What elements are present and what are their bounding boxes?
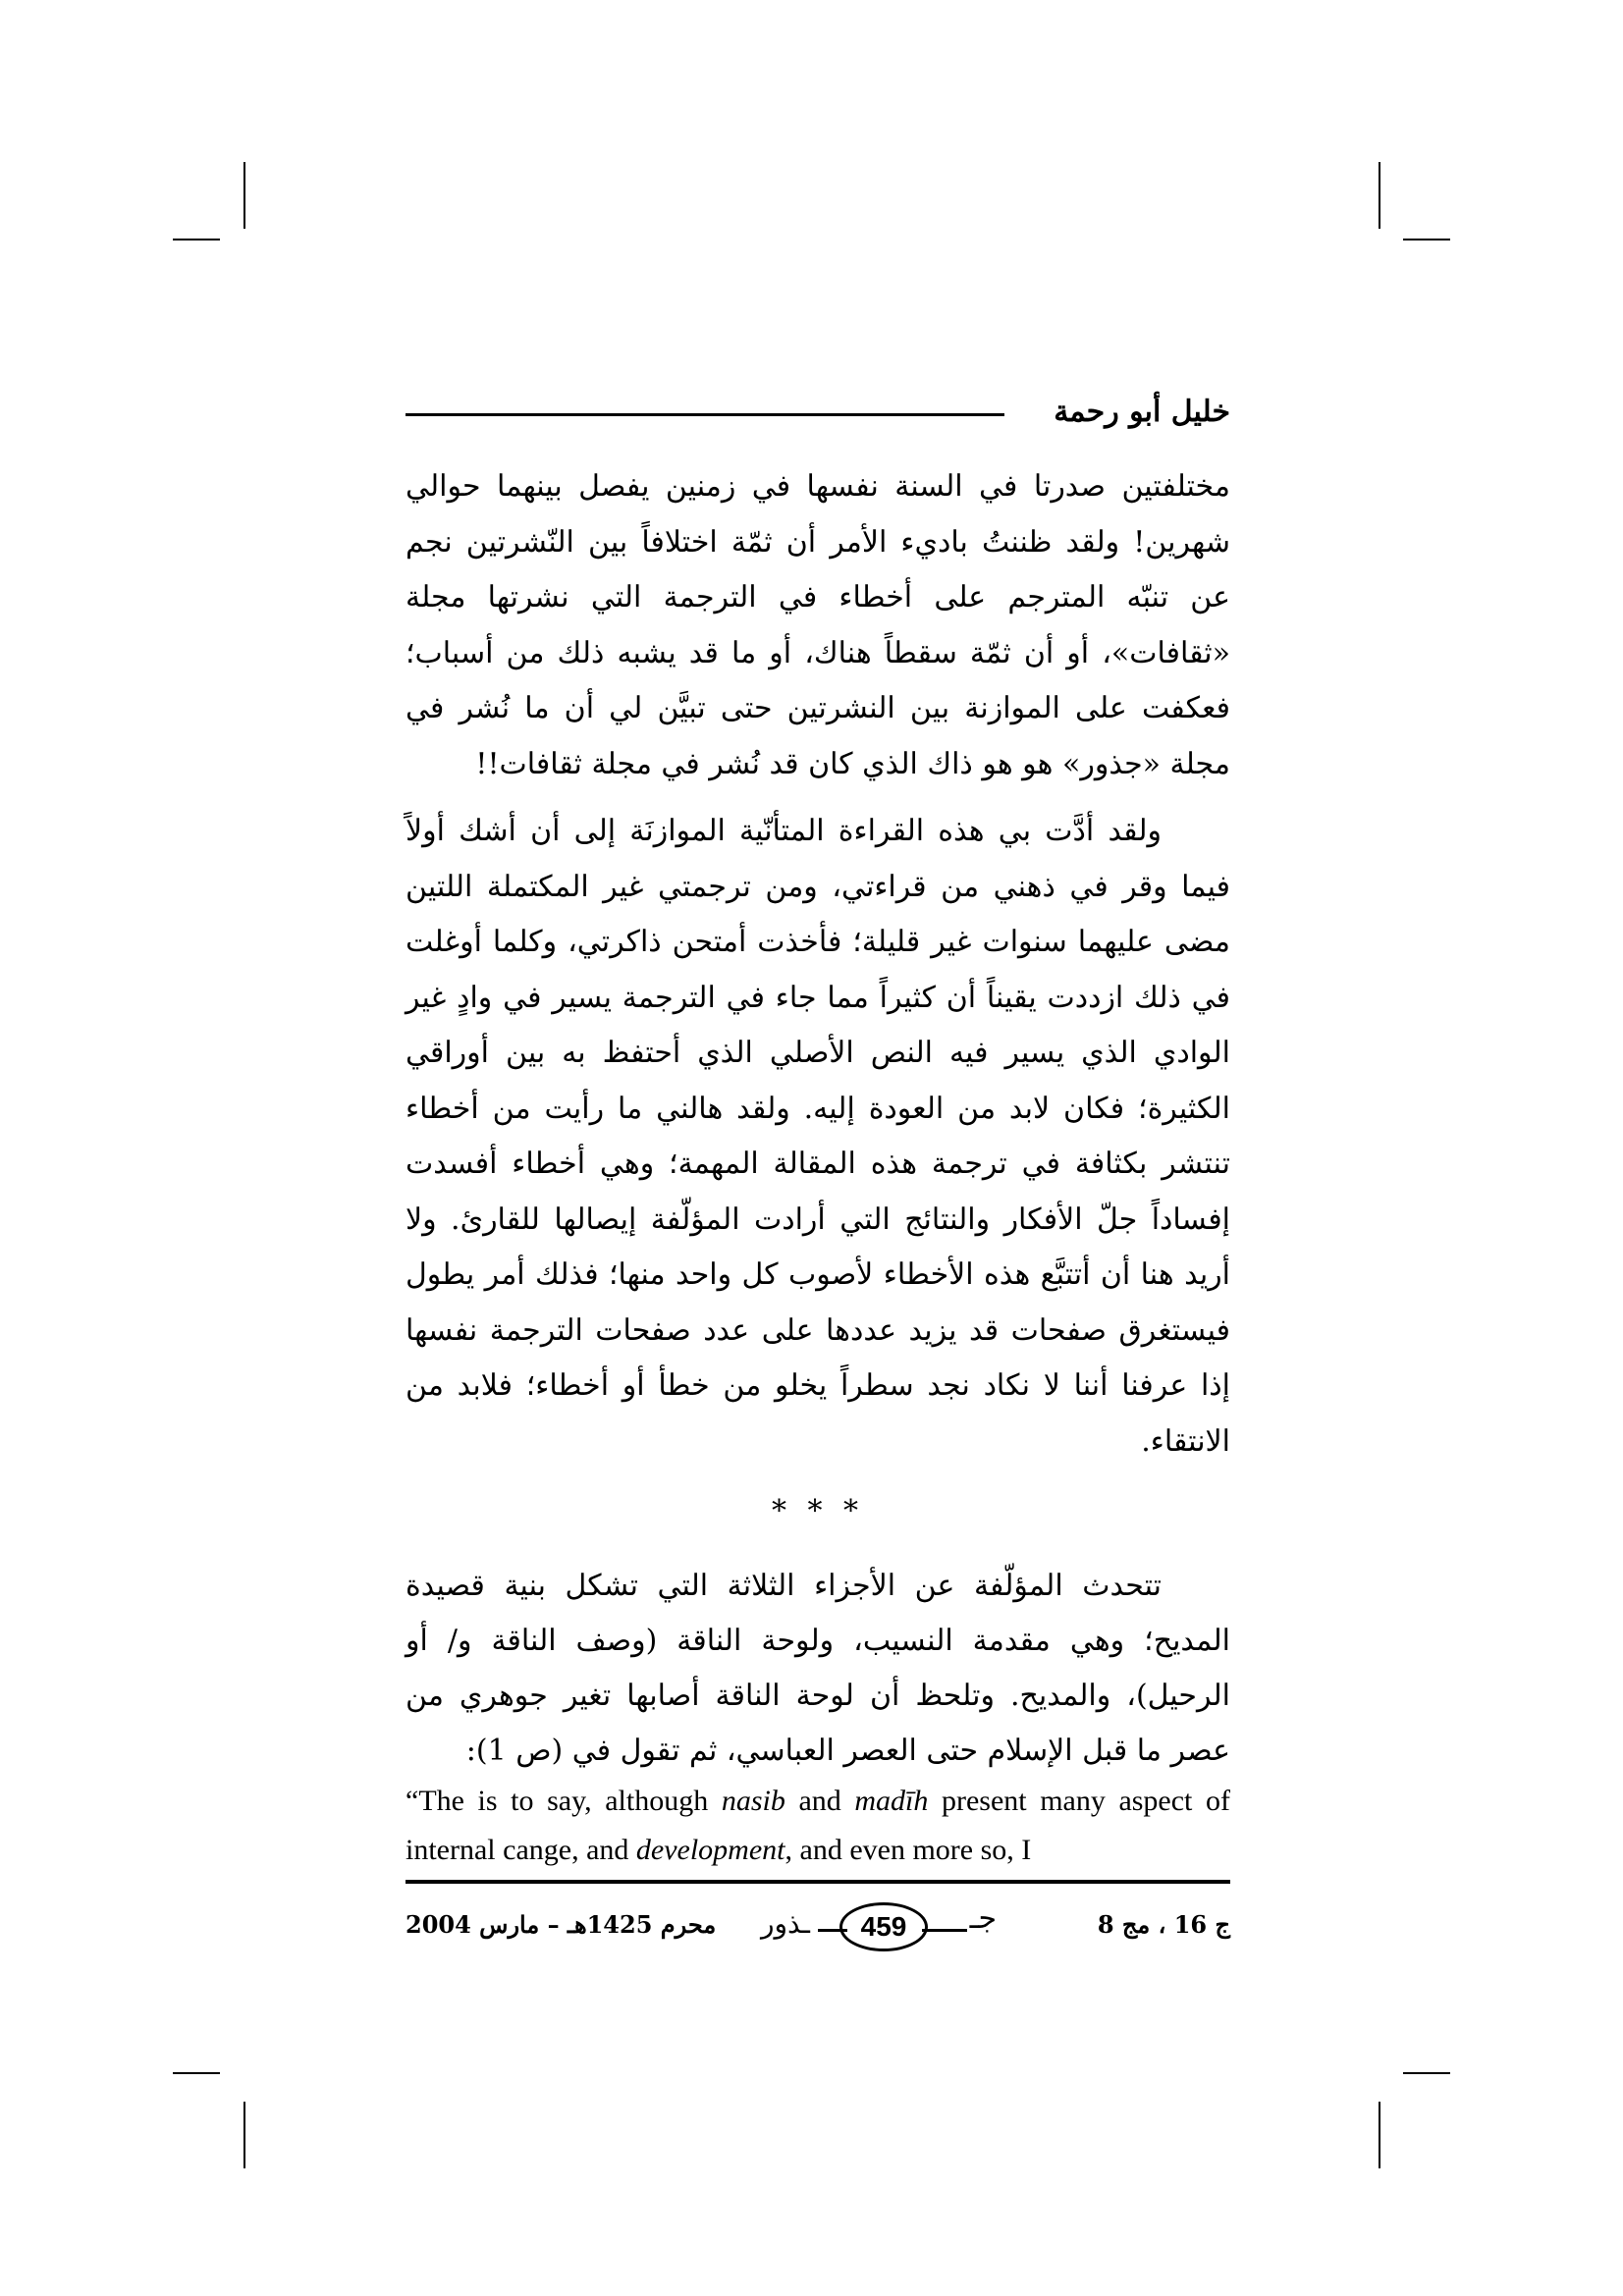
logo-text: جـ bbox=[969, 1901, 997, 1936]
paragraph: مختلفتين صدرتا في السنة نفسها في زمنين يفصل بينهما حوالي شهرين! ولقد ظننتُ باديء الأمر أن ثمّة اختلافاً بين النّشرتين نجم عن تنبّه المترجم على أخطاء في الترجمة التي نشرتها مجلة «ثقافات»، أو أن ثمّة سقطاً هناك، أو ما قد يشبه ذلك من أسباب؛ فعكفت على الموازنة بين النشرتين حتى تبيَّن لي أن ما نُشر في مجلة «جذور» هو هو ذاك الذي كان قد نُشر في مجلة ثقافات!! bbox=[406, 469, 1230, 781]
page-footer bbox=[406, 1899, 1230, 1956]
logo-line bbox=[922, 1929, 967, 1932]
document-page bbox=[406, 363, 1230, 1993]
logo-text: ـذور bbox=[761, 1907, 810, 1940]
quote-text: , and even more so, I bbox=[784, 1834, 1032, 1866]
quote-text: “The is to say, although bbox=[406, 1785, 722, 1817]
crop-mark bbox=[1379, 162, 1380, 229]
quote-text: present many aspect of internal cange, and bbox=[406, 1785, 1230, 1866]
crop-mark bbox=[173, 2072, 220, 2074]
footer-rule bbox=[406, 1880, 1230, 1884]
issue-volume: ج 16 ، مج 8 bbox=[1097, 1910, 1230, 1939]
crop-mark bbox=[243, 162, 245, 229]
crop-mark bbox=[243, 2102, 245, 2168]
body-text bbox=[406, 459, 1230, 1469]
section-separator: * * * bbox=[771, 1494, 865, 1528]
quote-text: and bbox=[784, 1785, 855, 1817]
term-nasib: nasib bbox=[721, 1785, 785, 1817]
paragraph: ولقد أدَّت بي هذه القراءة المتأنّية الموازنَة إلى أن أشك أولاً فيما وقر في ذهني من قراءتي، ومن ترجمتي غير المكتملة اللتين مضى عليهما سنوات غير قليلة؛ فأخذت أمتحن ذاكرتي، وكلما أوغلت في ذلك ازددت يقيناً أن كثيراً مما جاء في الترجمة يسير في وادٍ غير الوادي الذي يسير فيه النص الأصلي الذي أحتفظ به بين أوراقي الكثيرة؛ فكان لابد من العودة إليه. ولقد هالني ما رأيت من أخطاء تنتشر بكثافة في ترجمة هذه المقالة المهمة؛ وهي أخطاء أفسدت إفساداً جلّ الأفكار والنتائج التي أرادت المؤلّفة إيصالها للقارئ. ولا أريد هنا أن أتتبَّع هذه الأخطاء لأصوب كل واحد منها؛ فذلك أمر يطول فيستغرق صفحات قد يزيد عددها على عدد صفحات الترجمة نفسها إذا عرفنا أننا لا نكاد نجد سطراً يخلو من خطأ أو أخطاء؛ فلابد من الانتقاء. bbox=[406, 814, 1230, 1459]
author-name: خليل أبو رحمة bbox=[1054, 395, 1230, 429]
english-quote bbox=[406, 1777, 1230, 1875]
term-madih: madīh bbox=[854, 1785, 929, 1817]
issue-date: محرم 1425هـ – مارس 2004 bbox=[406, 1910, 717, 1939]
crop-mark bbox=[173, 239, 220, 240]
header-rule bbox=[406, 413, 1004, 416]
crop-mark bbox=[1379, 2102, 1380, 2168]
crop-mark bbox=[1403, 2072, 1450, 2074]
page-number: 459 bbox=[839, 1902, 928, 1951]
section-paragraph: تتحدث المؤلّفة عن الأجزاء الثلاثة التي تشكل بنية قصيدة المديح؛ وهي مقدمة النسيب، ولوحة الناقة (وصف الناقة و/ أو الرحيل)، والمديح. وتلحظ أن لوحة الناقة أصابها تغير جوهري من عصر ما قبل الإسلام حتى العصر العباسي، ثم تقول في (ص 1): bbox=[406, 1569, 1230, 1768]
journal-logo bbox=[761, 1899, 997, 1956]
crop-mark bbox=[1403, 239, 1450, 240]
running-header bbox=[406, 383, 1230, 442]
term-development: development bbox=[635, 1834, 785, 1866]
